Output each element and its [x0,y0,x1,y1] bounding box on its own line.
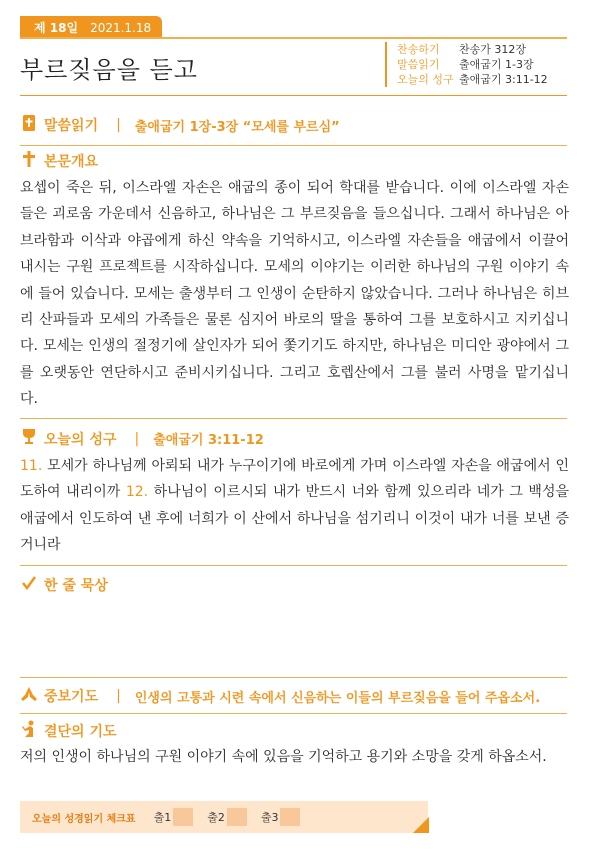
kneeling-prayer-icon [20,720,38,742]
reading-header [20,114,340,136]
checkmark-icon [20,576,38,594]
day-number: 제 18일 [34,21,79,35]
resolution-body: 저의 인생이 하나님의 구원 이야기 속에 있음을 기억하고 용기와 소망을 갖게 하옵소서. [20,749,547,765]
page-title: 부르짖음을 듣고 [20,56,198,84]
verse-text: 하나님이 이르시되 내가 반드시 너와 함께 있으리라 네가 그 백성을 애굽에서 인도하여 낸 후에 너희가 이 산에서 하나님을 섬기리니 이것이 내가 너를 보낸 증거니라 [20,484,569,554]
checklist-item-label: 출1 [153,811,172,824]
meta-key: 찬송하기 [397,43,440,56]
checkbox[interactable] [280,808,300,826]
verse-header [20,428,264,449]
meditation-label: 한 줄 묵상 [44,578,108,594]
intercession-text: 인생의 고통과 시련 속에서 신음하는 이들의 부르짖음을 들어 주옵소서. [134,690,541,706]
reading-label: 말씀읽기 [44,118,99,134]
cross-icon [20,151,38,171]
meditation-header [20,575,108,595]
verse-label: 오늘의 성구 [44,431,117,448]
day-date: 2021.1.18 [90,21,152,35]
separator: | [116,117,121,133]
checklist-item-label: 출2 [207,811,225,824]
overview-label: 본문개요 [44,154,99,170]
intercession-label: 중보기도 [44,689,99,705]
divider [20,677,567,678]
divider [20,565,567,566]
meta-row-reading [397,57,548,72]
separator: | [134,430,140,447]
meta-value: 출애굽기 3:11-12 [459,73,548,86]
day-tab [20,16,162,38]
meta-row-verse [397,72,548,87]
verse-number: 12. [125,484,149,501]
divider [20,145,567,146]
header-bottom-rule [20,95,567,96]
checklist-item [154,808,194,826]
reading-checklist [20,801,428,833]
checklist-item [207,808,247,826]
intercession-header [20,686,540,706]
verse-ref: 출애굽기 3:11-12 [153,433,264,448]
verse-body [20,453,569,559]
divider [20,418,567,419]
reading-text: 출애굽기 1장-3장 “모세를 부르심” [134,119,340,135]
chalice-icon [20,428,38,449]
divider [20,713,567,714]
praying-hands-icon [20,686,38,706]
overview-body: 요셉이 죽은 뒤, 이스라엘 자손은 애굽의 종이 되어 학대를 받습니다. 이에 이스라엘 자손들은 괴로움 가운데서 신음하고, 하나님은 그 부르짖음을 들으십니다. 그래서 하나님은 아브라함과 이삭과 야곱에게 하신 약속을 기억하시고, 이스라엘 자손들을 애굽에서 이끌어 내시는 구원 프로젝트를 시작하십니다. 모세의 이야기는 이러한 하나님의 구원 이야기 속에 들어 있습니다. 모세는 출생부터 그 인생이 순탄하지 않았습니다. 그러나 하나님은 히브리 산파들과 모세의 가족들은 물론 심지어 바로의 딸을 통하여 그를 보호하시고 지키십니다. 모세는 인생의 절정기에 살인자가 되어 쫓기기도 하지만, 하나님은 미디안 광야에서 그를 오랫동안 연단하시고 준비시키십니다. 그리고 호렙산에서 그를 불러 사명을 맡기십니다. [20,180,569,408]
meta-key: 오늘의 성구 [397,73,454,86]
header-top-rule [20,37,567,39]
checklist-item-label: 출3 [260,811,279,824]
bible-icon [20,114,38,136]
verse-text: 모세가 하나님께 아뢰되 내가 누구이기에 바로에게 가며 이스라엘 자손을 애굽에서 인도하여 내리이까 [20,458,569,501]
separator: | [116,688,121,704]
checkbox[interactable] [173,808,193,826]
resolution-header [20,720,117,742]
checkbox[interactable] [227,808,247,826]
resolution-label: 결단의 기도 [44,724,117,740]
overview-header [20,151,98,171]
header-meta [385,42,548,87]
meta-value: 출애굽기 1-3장 [459,58,534,71]
meta-value: 찬송가 312장 [459,43,526,56]
checklist-item [261,808,301,826]
meta-row-hymn [397,42,548,57]
checklist-label: 오늘의 성경읽기 체크표 [32,813,136,825]
page-corner-fold [413,817,429,833]
verse-number: 11. [20,458,43,474]
meta-key: 말씀읽기 [397,58,440,71]
